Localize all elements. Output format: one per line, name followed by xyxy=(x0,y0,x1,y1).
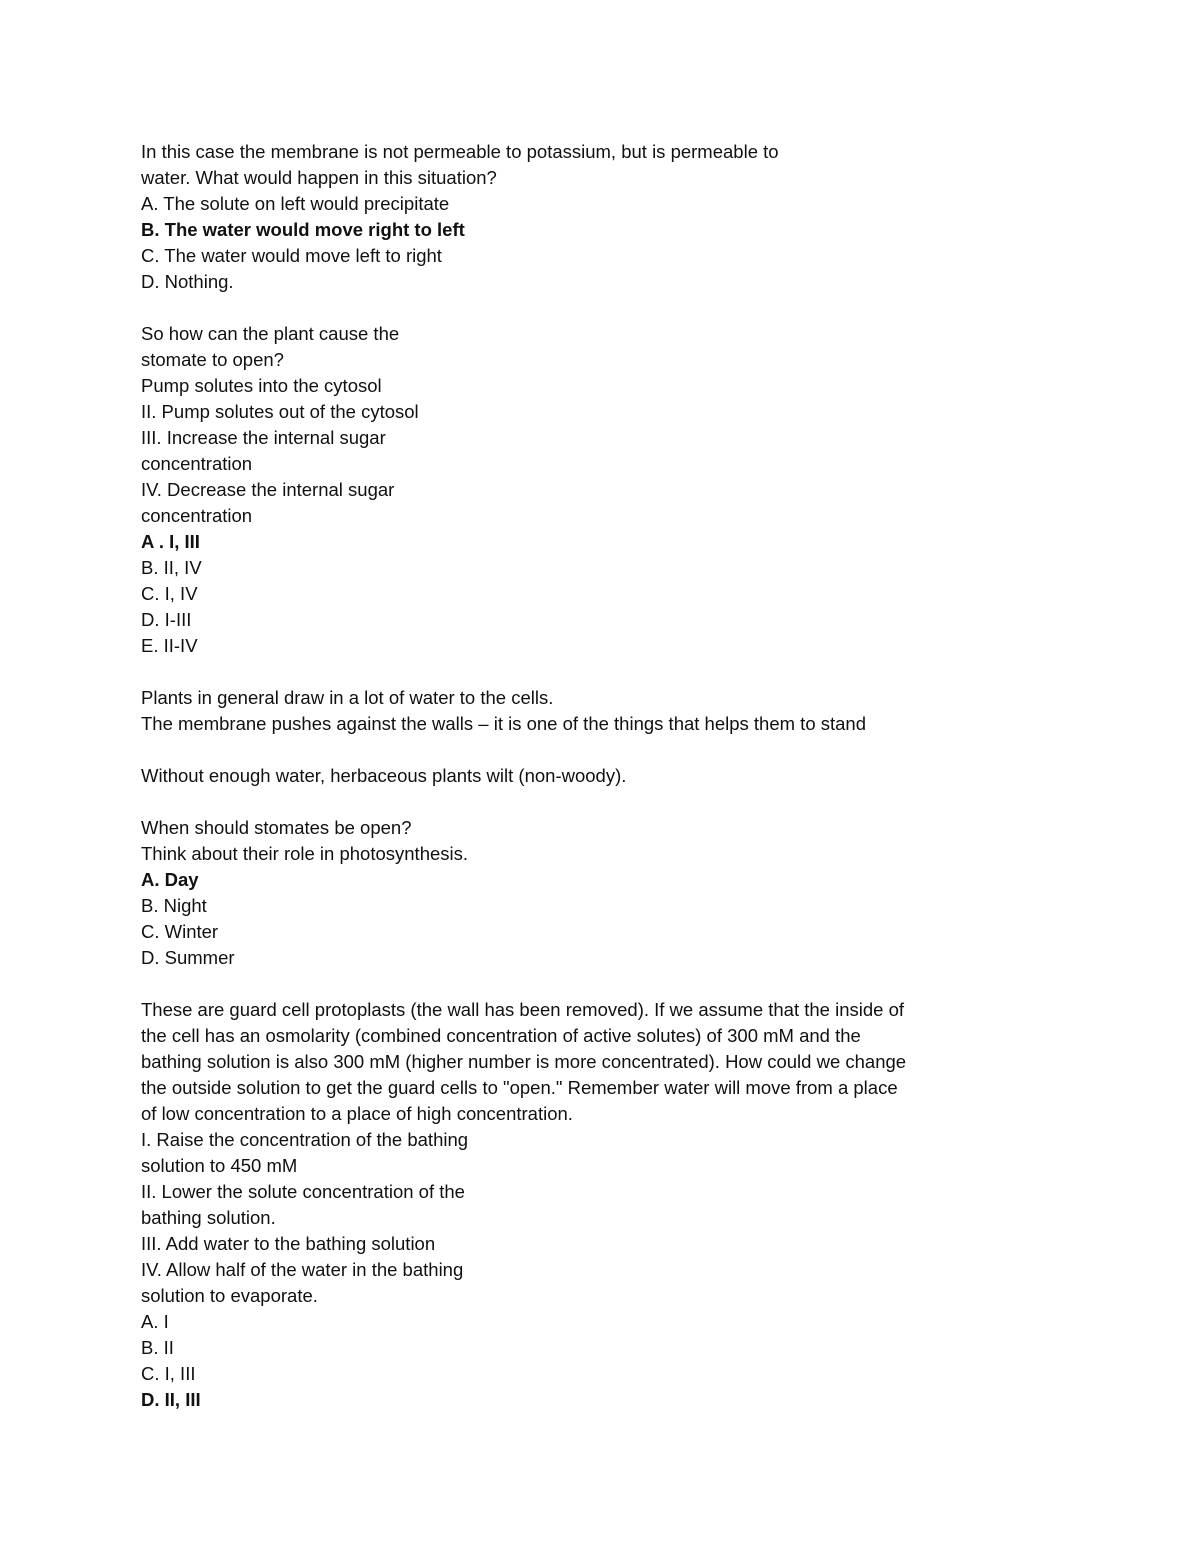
answer-option-c: C. The water would move left to right xyxy=(141,245,442,266)
statement-iv-cont: solution to evaporate. xyxy=(141,1285,318,1306)
note-text: Without enough water, herbaceous plants wilt (non-woody). xyxy=(141,765,627,786)
spacer xyxy=(141,737,1021,763)
answer-option-a-correct: A. Day xyxy=(141,869,199,890)
answer-option-b: B. II, IV xyxy=(141,557,202,578)
question-3 xyxy=(141,815,1021,971)
question-text: Think about their role in photosynthesis. xyxy=(141,843,469,864)
question-text: In this case the membrane is not permeable to potassium, but is permeable to xyxy=(141,141,779,162)
answer-option-e: E. II-IV xyxy=(141,635,198,656)
answer-option-d: D. Summer xyxy=(141,947,235,968)
spacer xyxy=(141,659,1021,685)
question-text: the outside solution to get the guard cells to "open." Remember water will move from a place xyxy=(141,1077,898,1098)
statement-ii: II. Pump solutes out of the cytosol xyxy=(141,401,419,422)
statement-ii-cont: bathing solution. xyxy=(141,1207,276,1228)
statement-iii: III. Add water to the bathing solution xyxy=(141,1233,436,1254)
answer-option-c: C. I, IV xyxy=(141,583,198,604)
answer-option-b-correct: B. The water would move right to left xyxy=(141,219,465,240)
spacer xyxy=(141,971,1021,997)
answer-option-a-correct: A . I, III xyxy=(141,531,200,552)
note-paragraph-2 xyxy=(141,763,1021,789)
question-2 xyxy=(141,321,1021,659)
question-text: water. What would happen in this situation? xyxy=(141,167,497,188)
question-4 xyxy=(141,997,1021,1413)
question-text: of low concentration to a place of high concentration. xyxy=(141,1103,573,1124)
note-paragraph-1 xyxy=(141,685,1021,737)
spacer xyxy=(141,295,1021,321)
statement-i: Pump solutes into the cytosol xyxy=(141,375,382,396)
answer-option-a: A. I xyxy=(141,1311,169,1332)
statement-iv-cont: concentration xyxy=(141,505,253,526)
document-page xyxy=(141,139,1021,1413)
statement-iii: III. Increase the internal sugar xyxy=(141,427,386,448)
question-text: the cell has an osmolarity (combined concentration of active solutes) of 300 mM and the xyxy=(141,1025,861,1046)
note-text: Plants in general draw in a lot of water to the cells. xyxy=(141,687,554,708)
answer-option-d: D. Nothing. xyxy=(141,271,234,292)
statement-iii-cont: concentration xyxy=(141,453,253,474)
answer-option-d-correct: D. II, III xyxy=(141,1389,201,1410)
statement-i: I. Raise the concentration of the bathing xyxy=(141,1129,469,1150)
spacer xyxy=(141,789,1021,815)
answer-option-b: B. II xyxy=(141,1337,174,1358)
answer-option-d: D. I-III xyxy=(141,609,192,630)
statement-iv: IV. Decrease the internal sugar xyxy=(141,479,395,500)
question-text: So how can the plant cause the xyxy=(141,323,400,344)
answer-option-c: C. I, III xyxy=(141,1363,196,1384)
question-text: These are guard cell protoplasts (the wall has been removed). If we assume that the inside of xyxy=(141,999,905,1020)
statement-ii: II. Lower the solute concentration of the xyxy=(141,1181,465,1202)
answer-option-a: A. The solute on left would precipitate xyxy=(141,193,450,214)
answer-option-b: B. Night xyxy=(141,895,207,916)
question-text: When should stomates be open? xyxy=(141,817,412,838)
question-text: stomate to open? xyxy=(141,349,284,370)
statement-i-cont: solution to 450 mM xyxy=(141,1155,298,1176)
question-text: bathing solution is also 300 mM (higher number is more concentrated). How could we change xyxy=(141,1051,907,1072)
statement-iv: IV. Allow half of the water in the bathing xyxy=(141,1259,464,1280)
note-text: The membrane pushes against the walls – it is one of the things that helps them to stand xyxy=(141,713,867,734)
question-1 xyxy=(141,139,1021,295)
answer-option-c: C. Winter xyxy=(141,921,219,942)
